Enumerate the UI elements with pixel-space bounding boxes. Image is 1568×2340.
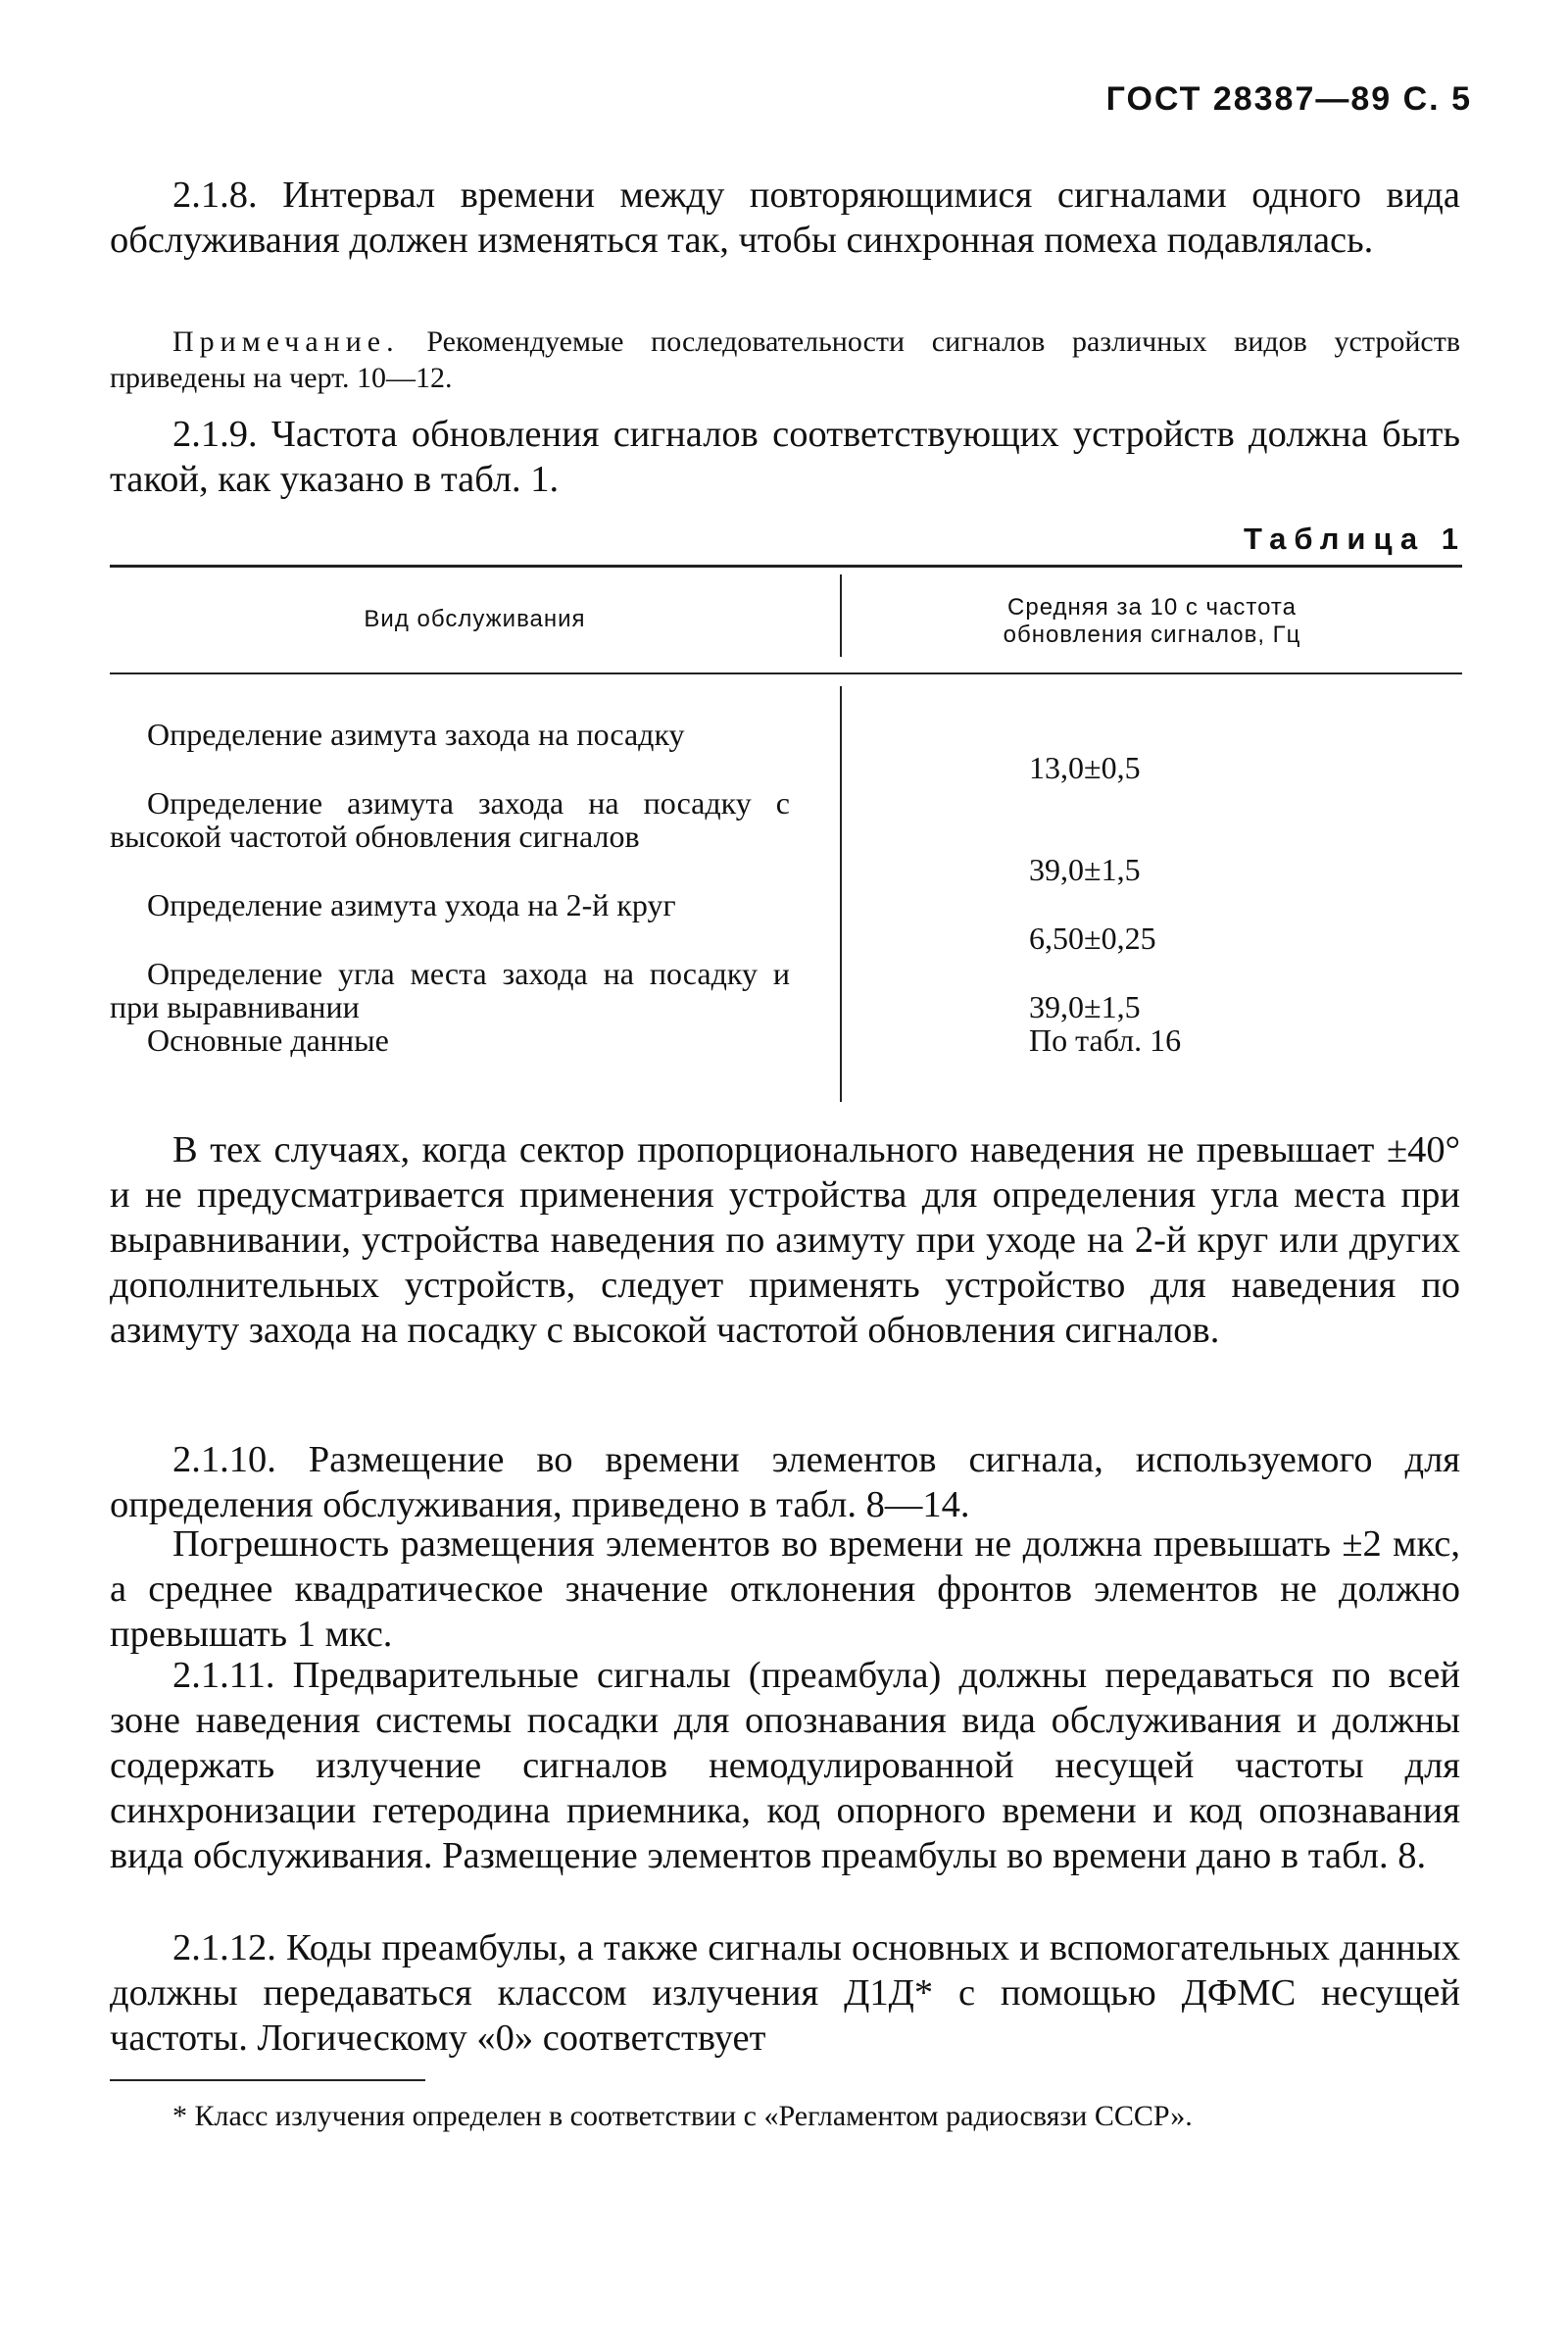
paragraph-2-1-11: 2.1.11. Предварительные сигналы (преамбула) должны передаваться по всей зоне наведения системы посадки для опознавания вида обслуживания и должны содержать излучение сигналов немодулированной несущей частоты для синхронизации гетеродина приемника, код опорного времени и код опознавания вида обслуживания. Размещение элементов преамбулы во времени дано в табл. 8. [110, 1655, 1460, 1876]
paragraph-2-1-10: 2.1.10. Размещение во времени элементов сигнала, используемого для определения обслуживания, приведено в табл. 8—14. [110, 1439, 1460, 1525]
header-service-type: Вид обслуживания [364, 606, 586, 632]
note-label: Примечание. [172, 325, 400, 358]
footnote-rule [110, 2079, 425, 2081]
footnote: * Класс излучения определен в соответствии с «Регламентом радиосвязи СССР». [172, 2100, 1193, 2132]
table-row-1-service: Определение азимута захода на посадку [147, 717, 685, 752]
note-text: Рекомендуемые последовательности сигналов различных видов устройств приведены на черт. 10—12. [110, 325, 1460, 394]
header-frequency-line-1: Средняя за 10 с частота [1007, 594, 1297, 621]
table-row-5-service: Основные данные [147, 1022, 389, 1058]
table-caption: Таблица 1 [1243, 522, 1466, 556]
table-row-2-frequency: 39,0±1,5 [1029, 852, 1141, 887]
table-row-5-frequency: По табл. 16 [1029, 1022, 1182, 1058]
header-update-frequency [842, 594, 1462, 649]
paragraph-2-1-9: 2.1.9. Частота обновления сигналов соответствующих устройств должна быть такой, как указано в табл. 1. [110, 414, 1460, 500]
paragraph-timing-error: Погрешность размещения элементов во времени не должна превышать ±2 мкс, а среднее квадратическое значение отклонения фронтов элементов не должно превышать 1 мкс. [110, 1523, 1460, 1655]
paragraph-2-1-12: 2.1.12. Коды преамбулы, а также сигналы основных и вспомогательных данных должны передаваться классом излучения Д1Д* с помощью ДФМС несущей частоты. Логическому «0» соответствует [110, 1927, 1460, 2059]
header-frequency-line-2: обновления сигналов, Гц [1003, 622, 1301, 648]
note [110, 324, 1460, 396]
table-row-1-frequency: 13,0±0,5 [1029, 750, 1141, 785]
table-row-4-frequency: 39,0±1,5 [1029, 989, 1141, 1024]
table-top-rule [110, 565, 1462, 568]
table-row-3-service: Определение азимута ухода на 2-й круг [147, 887, 676, 922]
table-header-rule [110, 672, 1462, 674]
running-header: ГОСТ 28387—89 С. 5 [1105, 80, 1472, 118]
paragraph-2-1-8: 2.1.8. Интервал времени между повторяющимися сигналами одного вида обслуживания должен изменяться так, чтобы синхронная помеха подавлялась. [110, 174, 1460, 261]
table-row-3-frequency: 6,50±0,25 [1029, 921, 1156, 956]
paragraph-sector-cases: В тех случаях, когда сектор пропорционального наведения не превышает ±40° и не предусматривается применения устройства для определения угла места при выравнивании, устройства наведения по азимуту при уходе на 2-й круг или других дополнительных устройств, следует применять устройство для наведения по азимуту захода на посадку с высокой частотой обновления сигналов. [110, 1129, 1460, 1351]
table-row-2-service: Определение азимута захода на посадку с высокой частотой обновления сигналов [110, 785, 790, 854]
signal-frequency-table [110, 565, 1462, 1102]
table-row-4-service: Определение угла места захода на посадку и при выравнивании [110, 956, 790, 1024]
